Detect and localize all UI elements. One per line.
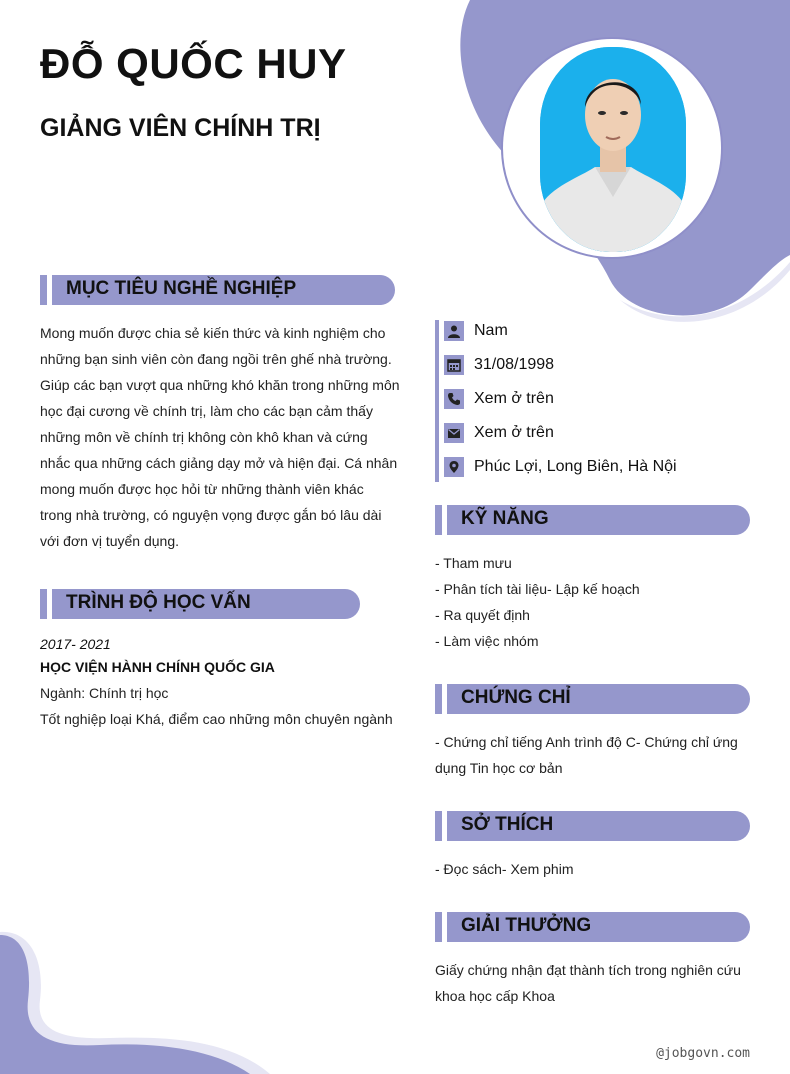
- section-title: CHỨNG CHỈ: [461, 687, 571, 708]
- contact-text: Nam: [474, 322, 508, 339]
- decorative-blob-bottom: [0, 920, 300, 1074]
- text-line: nhắc qua những cách giảng dạy mở và hiện đại. Cá nhân: [40, 455, 398, 471]
- section-header-hobbies: [435, 811, 750, 841]
- contact-birthday: [444, 354, 554, 376]
- job-title: GIẢNG VIÊN CHÍNH TRỊ: [40, 114, 321, 142]
- certificate-line: - Chứng chỉ tiếng Anh trình độ C- Chứng chỉ ứng: [435, 734, 738, 750]
- text-line: những bạn sinh viên còn đang ngồi trên ghế nhà trường.: [40, 351, 392, 367]
- contact-text: Xem ở trên: [474, 424, 554, 441]
- contact-email: [444, 422, 554, 444]
- contact-text: Phúc Lợi, Long Biên, Hà Nội: [474, 458, 677, 475]
- certificate-line: dụng Tin học cơ bản: [435, 760, 563, 776]
- person-icon: [444, 321, 464, 341]
- award-line: khoa học cấp Khoa: [435, 988, 555, 1004]
- section-title: MỤC TIÊU NGHỀ NGHIỆP: [66, 278, 297, 299]
- contact-address: [444, 456, 677, 478]
- text-line: trong nhà trường, có nguyện vọng được gắn bó lâu dài: [40, 507, 382, 523]
- photo-portrait: [540, 47, 686, 252]
- award-line: Giấy chứng nhận đạt thành tích trong nghiên cứu: [435, 962, 741, 978]
- contact-text: 31/08/1998: [474, 356, 555, 373]
- section-header-objective: [40, 275, 395, 305]
- watermark-text: @jobgovn.com: [656, 1046, 750, 1061]
- section-header-certificates: [435, 684, 750, 714]
- text-line: với đơn vị tuyển dụng.: [40, 533, 179, 549]
- mail-icon: [444, 423, 464, 443]
- section-title: SỞ THÍCH: [461, 814, 554, 835]
- section-header-education: [40, 589, 360, 619]
- contact-accent-bar: [435, 320, 439, 482]
- education-note: Tốt nghiệp loại Khá, điểm cao những môn chuyên ngành: [40, 711, 393, 727]
- section-header-awards: [435, 912, 750, 942]
- calendar-icon: [444, 355, 464, 375]
- location-icon: [444, 457, 464, 477]
- skill-item: - Phân tích tài liệu- Lập kế hoạch: [435, 581, 640, 597]
- education-major: Ngành: Chính trị học: [40, 685, 169, 701]
- text-line: học đại cương về chính trị, làm cho các bạn cảm thấy: [40, 403, 373, 419]
- contact-text: Xem ở trên: [474, 390, 554, 407]
- section-title: TRÌNH ĐỘ HỌC VẤN: [66, 592, 251, 613]
- section-title: GIẢI THƯỞNG: [461, 915, 592, 936]
- text-line: Giúp các bạn vượt qua những khó khăn trong những môn: [40, 377, 400, 393]
- candidate-name: ĐỖ QUỐC HUY: [40, 40, 347, 87]
- contact-gender: [444, 320, 508, 342]
- skill-item: - Ra quyết định: [435, 607, 530, 623]
- contact-phone: [444, 388, 554, 410]
- section-header-skills: [435, 505, 750, 535]
- text-line: Mong muốn được chia sẻ kiến thức và kinh nghiệm cho: [40, 325, 386, 341]
- education-years: 2017- 2021: [40, 636, 111, 652]
- section-title: KỸ NĂNG: [461, 508, 549, 529]
- education-school: HỌC VIỆN HÀNH CHÍNH QUỐC GIA: [40, 659, 275, 675]
- text-line: những môn về chính trị không còn khô khan và cứng: [40, 429, 368, 445]
- skill-item: - Tham mưu: [435, 555, 512, 571]
- skill-item: - Làm việc nhóm: [435, 633, 539, 649]
- hobby-line: - Đọc sách- Xem phim: [435, 861, 574, 877]
- profile-photo: [501, 37, 723, 259]
- text-line: mong muốn được học hỏi từ những thành viên khác: [40, 481, 364, 497]
- phone-icon: [444, 389, 464, 409]
